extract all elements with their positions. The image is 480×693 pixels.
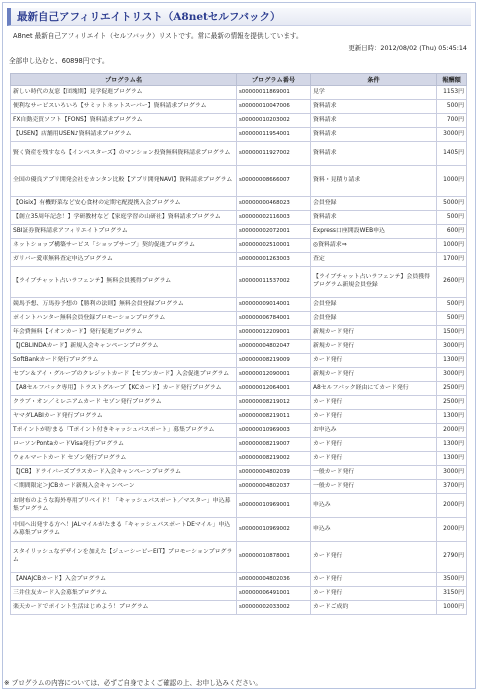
- table-row: [11, 438, 467, 452]
- program-name-link[interactable]: 【ライブチャット占いラフェンテ】無料会員獲得プログラム: [11, 267, 237, 298]
- program-reward: 500円: [437, 100, 467, 114]
- program-condition: 会員登録: [311, 298, 437, 312]
- header-reward: 報酬額: [437, 74, 467, 86]
- program-reward: 3000円: [437, 340, 467, 354]
- program-name-link[interactable]: 【A8セルフバック専用】トラストグループ【KCカード】カード発行プログラム: [11, 382, 237, 396]
- program-name-link[interactable]: 【ANAJCBカード】入会プログラム: [11, 573, 237, 587]
- table-row: [11, 326, 467, 340]
- program-reward: 1000円: [437, 239, 467, 253]
- program-reward: 3150円: [437, 587, 467, 601]
- program-condition: 資料請求: [311, 142, 437, 166]
- program-reward: 1000円: [437, 166, 467, 197]
- program-id: s00000012090001: [237, 368, 311, 382]
- table-row: [11, 211, 467, 225]
- table-row: [11, 312, 467, 326]
- program-id: s00000002116003: [237, 211, 311, 225]
- program-name-link[interactable]: 年会費無料【イオンカード】発行促進プログラム: [11, 326, 237, 340]
- table-row: [11, 542, 467, 573]
- table-row: [11, 382, 467, 396]
- program-name-link[interactable]: SoftBankカード発行プログラム: [11, 354, 237, 368]
- table-row: [11, 142, 467, 166]
- table-row: [11, 166, 467, 197]
- program-reward: 1300円: [437, 354, 467, 368]
- program-condition: 新規カード発行: [311, 340, 437, 354]
- program-condition: 新規カード発行: [311, 368, 437, 382]
- program-id: s00000008219012: [237, 396, 311, 410]
- table-row: [11, 354, 467, 368]
- program-id: s00000008219011: [237, 410, 311, 424]
- program-id: s00000012209001: [237, 326, 311, 340]
- program-name-link[interactable]: 【JCB】ドライバーズプラスカード入会キャンペーンプログラム: [11, 466, 237, 480]
- program-name-link[interactable]: 【JCBLINDAカード】新規入会キャンペーンプログラム: [11, 340, 237, 354]
- program-reward: 1300円: [437, 438, 467, 452]
- program-table: [10, 73, 467, 615]
- table-row: [11, 601, 467, 615]
- program-id: s00000004802047: [237, 340, 311, 354]
- program-condition: カード発行: [311, 452, 437, 466]
- program-reward: 1153円: [437, 86, 467, 100]
- program-reward: 1000円: [437, 601, 467, 615]
- program-condition: A8セルフバック経由にてカード発行: [311, 382, 437, 396]
- program-condition: カード発行: [311, 396, 437, 410]
- program-condition: カード発行: [311, 587, 437, 601]
- program-condition: 【ライブチャット占いラフェンテ】会員獲得プログラム新規会員登録: [311, 267, 437, 298]
- program-name-link[interactable]: お財布のような海外専用プリペイド！「キャッシュパスポート／マスター」申込募集プログラム: [11, 494, 237, 518]
- program-id: s00000004802037: [237, 480, 311, 494]
- footer-note: ※ プログラムの内容については、必ずご自身でよくご確認の上、お申し込みください。: [4, 679, 262, 687]
- program-id: s00000006784001: [237, 312, 311, 326]
- program-name-link[interactable]: スタイリッシュなデザインを加えた【ジューシービーEIT】プロモーションプログラム: [11, 542, 237, 573]
- program-id: s00000011927002: [237, 142, 311, 166]
- program-reward: 2000円: [437, 424, 467, 438]
- program-condition: 査定: [311, 253, 437, 267]
- program-condition: 新規カード発行: [311, 326, 437, 340]
- program-reward: 1300円: [437, 410, 467, 424]
- program-id: s00000009014001: [237, 298, 311, 312]
- program-condition: 会員登録: [311, 197, 437, 211]
- table-row: [11, 298, 467, 312]
- program-id: s00000010203002: [237, 114, 311, 128]
- program-name-link[interactable]: ネットショップ構築サービス「ショップサーブ」契約促進プログラム: [11, 239, 237, 253]
- program-condition: 資料請求: [311, 100, 437, 114]
- table-row: [11, 368, 467, 382]
- program-name-link[interactable]: ローソンPontaカードVisa発行プログラム: [11, 438, 237, 452]
- program-reward: 3000円: [437, 368, 467, 382]
- table-row: [11, 86, 467, 100]
- header-condition: 条件: [311, 74, 437, 86]
- program-id: s00000008219009: [237, 354, 311, 368]
- program-reward: 3000円: [437, 466, 467, 480]
- table-row: [11, 267, 467, 298]
- program-name-link[interactable]: 【USEN】店舗用USEN♪資料請求プログラム: [11, 128, 237, 142]
- program-id: s00000010878001: [237, 542, 311, 573]
- program-id: s00000006491001: [237, 587, 311, 601]
- page-title: 最新自己アフィリエイトリスト（A8netセルフバック）: [7, 8, 471, 26]
- table-row: [11, 424, 467, 438]
- table-body: [11, 86, 467, 615]
- program-reward: 2000円: [437, 494, 467, 518]
- program-name-link[interactable]: 三井住友カード入会募集プログラム: [11, 587, 237, 601]
- program-reward: 3000円: [437, 128, 467, 142]
- program-reward: 2500円: [437, 396, 467, 410]
- table-row: [11, 197, 467, 211]
- program-condition: 資料請求: [311, 211, 437, 225]
- table-row: [11, 253, 467, 267]
- table-row: [11, 114, 467, 128]
- total-amount-text: 全部申し込むと、60898円です。: [9, 57, 109, 65]
- program-condition: カード発行: [311, 354, 437, 368]
- program-condition: カード発行: [311, 542, 437, 573]
- program-condition: 一般カード発行: [311, 480, 437, 494]
- program-condition: 見学: [311, 86, 437, 100]
- program-reward: 5000円: [437, 197, 467, 211]
- program-id: s00000002072001: [237, 225, 311, 239]
- program-name-link[interactable]: 便利なサービスいろいろ【サミットネットスーパー】資料請求プログラム: [11, 100, 237, 114]
- program-id: s00000004802036: [237, 573, 311, 587]
- table-row: [11, 587, 467, 601]
- program-id: s00000004802039: [237, 466, 311, 480]
- program-id: s00000008666007: [237, 166, 311, 197]
- program-id: s00000012064001: [237, 382, 311, 396]
- program-id: s00000010047006: [237, 100, 311, 114]
- program-id: s00000002033002: [237, 601, 311, 615]
- table-row: [11, 128, 467, 142]
- table-row: [11, 225, 467, 239]
- program-reward: 3500円: [437, 573, 467, 587]
- program-reward: 1500円: [437, 326, 467, 340]
- header-program-name: プログラム名: [11, 74, 237, 86]
- program-id: s00000011537002: [237, 267, 311, 298]
- table-row: [11, 494, 467, 518]
- program-id: s00000011954001: [237, 128, 311, 142]
- program-id: s00000010969003: [237, 424, 311, 438]
- program-condition: カード発行: [311, 410, 437, 424]
- table-row: [11, 396, 467, 410]
- program-reward: 2000円: [437, 518, 467, 542]
- program-condition: 会員登録: [311, 312, 437, 326]
- program-name-link[interactable]: 中国へ出発する方へ！JALマイルがたまる「キャッシュパスポートDEマイル」申込み募集プログラム: [11, 518, 237, 542]
- program-name-link[interactable]: セブン＆アイ・グループのクレジットカード【セブンカード】入会促進プログラム: [11, 368, 237, 382]
- program-id: s00000002510001: [237, 239, 311, 253]
- program-reward: 700円: [437, 114, 467, 128]
- table-row: [11, 340, 467, 354]
- program-condition: 申込み: [311, 494, 437, 518]
- program-name-link[interactable]: ガリバー愛車無料査定申込プログラム: [11, 253, 237, 267]
- program-name-link[interactable]: 【創立35周年記念！】学研教材など【家庭学習の山研社】資料請求プログラム: [11, 211, 237, 225]
- program-reward: 1700円: [437, 253, 467, 267]
- program-reward: 1405円: [437, 142, 467, 166]
- program-id: s00000011869001: [237, 86, 311, 100]
- program-condition: 申込み: [311, 518, 437, 542]
- program-name-link[interactable]: ポイントハンター無料会員登録プロモーションプログラム: [11, 312, 237, 326]
- program-reward: 2500円: [437, 382, 467, 396]
- program-condition: カード発行: [311, 438, 437, 452]
- program-reward: 3700円: [437, 480, 467, 494]
- program-id: s00000008219007: [237, 438, 311, 452]
- program-name-link[interactable]: 新しい時代の友窓【団塊期】見学促進プログラム: [11, 86, 237, 100]
- updated-timestamp: 更新日時：2012/08/02 (Thu) 05:45:14: [348, 44, 467, 52]
- program-reward: 500円: [437, 211, 467, 225]
- program-name-link[interactable]: クラブ・オン／ミレニアムカード セゾン発行プログラム: [11, 396, 237, 410]
- program-name-link[interactable]: ヤマダLABIカード発行プログラム: [11, 410, 237, 424]
- program-condition: 資料請求: [311, 114, 437, 128]
- program-name-link[interactable]: 【Oisix】有機野菜など安心食材の定期宅配提携入会プログラム: [11, 197, 237, 211]
- program-reward: 500円: [437, 298, 467, 312]
- header-program-id: プログラム番号: [237, 74, 311, 86]
- program-condition: お申込み: [311, 424, 437, 438]
- program-name-link[interactable]: ＜期間限定＞JCBカード新規入会キャンペーン: [11, 480, 237, 494]
- program-name-link[interactable]: 楽天カードでポイント生活はじめよう！プログラム: [11, 601, 237, 615]
- program-id: s00000000468023: [237, 197, 311, 211]
- program-name-link[interactable]: SBI証券資料請求アフィリエイトプログラム: [11, 225, 237, 239]
- table-row: [11, 466, 467, 480]
- table-row: [11, 239, 467, 253]
- program-id: s00000008219002: [237, 452, 311, 466]
- table-row: [11, 518, 467, 542]
- program-id: s00000001263003: [237, 253, 311, 267]
- program-name-link[interactable]: ウォルマートカード セゾン発行プログラム: [11, 452, 237, 466]
- program-reward: 1300円: [437, 452, 467, 466]
- table-row: [11, 480, 467, 494]
- program-condition: カード発行: [311, 573, 437, 587]
- lead-text: A8net 最新自己アフィリエイト（セルフバック）リストです。常に最新の情報を提供しています。: [13, 32, 303, 40]
- program-condition: Express口座開設WEB申込: [311, 225, 437, 239]
- table-row: [11, 100, 467, 114]
- program-name-link[interactable]: 競馬予想、万馬券予想の【勝利の法則】無料会員登録プログラム: [11, 298, 237, 312]
- program-id: s00000010969001: [237, 494, 311, 518]
- program-condition: ◎資料請求⇒: [311, 239, 437, 253]
- program-condition: カードご成約: [311, 601, 437, 615]
- table-row: [11, 410, 467, 424]
- program-name-link[interactable]: FX自動売買ソフト【FONS】資料請求プログラム: [11, 114, 237, 128]
- table-header-row: [11, 74, 467, 86]
- program-condition: 資料・見積り請求: [311, 166, 437, 197]
- program-reward: 2600円: [437, 267, 467, 298]
- program-name-link[interactable]: 賢く資産を残すなら【インベスターズ】のマンション投資無料資料請求プログラム: [11, 142, 237, 166]
- program-condition: 一般カード発行: [311, 466, 437, 480]
- program-id: s00000010969002: [237, 518, 311, 542]
- program-condition: 資料請求: [311, 128, 437, 142]
- program-reward: 2790円: [437, 542, 467, 573]
- program-reward: 500円: [437, 312, 467, 326]
- program-name-link[interactable]: 全国の優良アプリ開発会社をカンタン比較【アプリ開発NAVI】資料請求プログラム: [11, 166, 237, 197]
- table-row: [11, 573, 467, 587]
- program-reward: 600円: [437, 225, 467, 239]
- table-row: [11, 452, 467, 466]
- program-name-link[interactable]: Tポイントが貯まる「Tポイント付きキャッシュパスポート」募集プログラム: [11, 424, 237, 438]
